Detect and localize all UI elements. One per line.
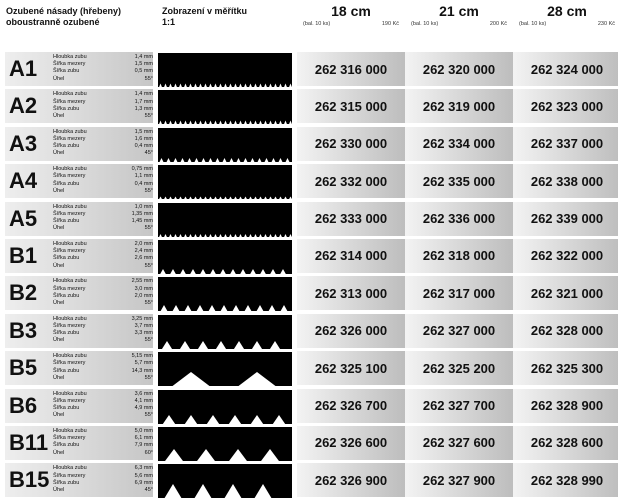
spec-label: Šířka zubu [53, 255, 80, 262]
product-number-21cm: 262 327 900 [405, 463, 513, 497]
spec-value: 0,5 mm [134, 68, 153, 75]
spec-value: 1,4 mm [134, 54, 153, 60]
product-number-21cm: 262 327 000 [405, 314, 513, 348]
table-row [0, 351, 618, 388]
spec-label: Šířka mezery [53, 248, 86, 255]
product-number-28cm: 262 339 000 [513, 202, 618, 236]
spec-label: Šířka mezery [53, 360, 86, 367]
product-number-18cm: 262 333 000 [297, 202, 405, 236]
product-number-21cm: 262 320 000 [405, 52, 513, 86]
table-row [0, 127, 618, 164]
spec-label: Šířka mezery [53, 210, 86, 217]
comb-code: A1 [9, 56, 38, 81]
comb-code: B1 [9, 242, 38, 268]
spec-label: Šířka mezery [53, 397, 86, 404]
spec-label: Úhel [53, 374, 65, 381]
spec-tooth-angle [53, 113, 153, 120]
spec-label: Hloubka zubu [53, 465, 87, 472]
spec-value: 55° [144, 337, 153, 344]
comb-blade-illustration [158, 128, 292, 162]
spec-tooth-width [53, 106, 153, 113]
comb-spec-box [5, 463, 153, 497]
spec-tooth-depth [53, 204, 153, 211]
spec-value: 3,6 mm [134, 390, 153, 397]
spec-label: Hloubka zubu [53, 91, 87, 98]
spec-tooth-width [53, 368, 153, 375]
spec-tooth-angle [53, 450, 153, 457]
spec-label: Hloubka zubu [53, 54, 87, 60]
spec-tooth-width [53, 405, 153, 412]
comb-spec-box [5, 314, 153, 348]
table-row [0, 202, 618, 239]
spec-gap-width [53, 173, 153, 180]
product-number-28cm: 262 321 000 [513, 276, 618, 310]
product-number-21cm: 262 325 200 [405, 351, 513, 385]
scale-caption: Zobrazení v měřítku 1:1 [162, 6, 248, 27]
spec-tooth-width [53, 181, 153, 188]
spec-label: Hloubka zubu [53, 203, 87, 210]
comb-specs [53, 54, 153, 83]
spec-value: 2,6 mm [134, 255, 153, 262]
comb-blade-illustration [158, 390, 292, 424]
comb-blade-illustration [158, 352, 292, 386]
product-number-28cm: 262 322 000 [513, 239, 618, 273]
spec-value: 0,4 mm [134, 143, 153, 150]
comb-specs [53, 465, 153, 494]
spec-label: Šířka zubu [53, 68, 80, 75]
spec-value: 6,3 mm [134, 465, 153, 472]
spec-label: Hloubka zubu [53, 427, 87, 434]
spec-tooth-angle [53, 375, 153, 382]
spec-label: Šířka zubu [53, 105, 80, 112]
spec-label: Úhel [53, 337, 65, 344]
comb-specs [53, 391, 153, 420]
comb-code: A2 [9, 93, 38, 119]
product-number-21cm: 262 336 000 [405, 202, 513, 236]
comb-spec-box [5, 52, 153, 86]
spec-value: 0,75 mm [131, 166, 153, 173]
spec-label: Úhel [53, 412, 65, 419]
spec-tooth-depth [53, 91, 153, 98]
product-number-28cm: 262 328 600 [513, 426, 618, 460]
spec-label: Hloubka zubu [53, 353, 87, 360]
table-row [0, 52, 618, 89]
comb-spec-box [5, 239, 153, 273]
comb-blade-illustration [158, 427, 292, 461]
spec-value: 55° [144, 113, 153, 119]
spec-value: 5,15 mm [131, 353, 153, 360]
spec-value: 3,0 mm [134, 285, 153, 292]
spec-label: Úhel [53, 75, 65, 82]
product-number-21cm: 262 335 000 [405, 164, 513, 198]
table-row [0, 389, 618, 426]
spec-value: 1,1 mm [134, 173, 153, 180]
spec-label: Šířka mezery [53, 435, 86, 442]
spec-tooth-depth [53, 391, 153, 398]
spec-value: 55° [144, 225, 153, 232]
product-number-18cm: 262 326 900 [297, 463, 405, 497]
spec-tooth-width [53, 218, 153, 225]
comb-specs [53, 204, 153, 233]
product-number-21cm: 262 318 000 [405, 239, 513, 273]
spec-value: 2,0 mm [134, 240, 153, 247]
product-number-18cm: 262 314 000 [297, 239, 405, 273]
section-title: Ozubené násady (hřebeny) oboustranně ozubené [6, 6, 122, 27]
spec-tooth-width [53, 255, 153, 262]
size-header-21: 21 cm (bal. 10 ks) 200 Kč [411, 3, 507, 27]
product-number-18cm: 262 326 000 [297, 314, 405, 348]
spec-label: Úhel [53, 299, 65, 306]
table-row [0, 426, 618, 463]
spec-label: Hloubka zubu [53, 166, 87, 173]
comb-specs [53, 353, 153, 382]
spec-value: 5,6 mm [134, 472, 153, 479]
spec-tooth-depth [53, 316, 153, 323]
spec-value: 2,4 mm [134, 248, 153, 255]
spec-value: 1,0 mm [134, 203, 153, 210]
spec-value: 1,35 mm [131, 210, 153, 217]
product-table [0, 52, 618, 501]
product-number-21cm: 262 327 700 [405, 389, 513, 423]
comb-specs [53, 278, 153, 307]
spec-label: Úhel [53, 225, 65, 232]
spec-tooth-width [53, 143, 153, 150]
spec-gap-width [53, 99, 153, 106]
spec-label: Úhel [53, 150, 65, 157]
spec-label: Hloubka zubu [53, 390, 87, 397]
spec-tooth-angle [53, 150, 153, 157]
spec-gap-width [53, 211, 153, 218]
spec-tooth-angle [53, 263, 153, 270]
spec-label: Hloubka zubu [53, 278, 87, 285]
comb-blade-illustration [158, 315, 292, 349]
product-number-28cm: 262 338 000 [513, 164, 618, 198]
spec-value: 1,5 mm [134, 128, 153, 135]
comb-spec-box [5, 89, 153, 123]
comb-specs [53, 129, 153, 158]
spec-value: 3,25 mm [131, 315, 153, 322]
table-row [0, 164, 618, 201]
comb-code: A3 [9, 130, 38, 156]
spec-tooth-angle [53, 188, 153, 195]
spec-value: 1,3 mm [134, 105, 153, 112]
table-row [0, 463, 618, 500]
table-row [0, 89, 618, 126]
product-number-18cm: 262 315 000 [297, 89, 405, 123]
spec-value: 2,55 mm [131, 278, 153, 285]
comb-blade-illustration [158, 277, 292, 311]
product-number-21cm: 262 319 000 [405, 89, 513, 123]
comb-blade-illustration [158, 165, 292, 199]
comb-code: B6 [9, 392, 38, 418]
comb-spec-box [5, 351, 153, 385]
product-number-18cm: 262 325 100 [297, 351, 405, 385]
comb-spec-box [5, 389, 153, 423]
spec-label: Šířka mezery [53, 285, 86, 292]
spec-gap-width [53, 286, 153, 293]
spec-label: Úhel [53, 486, 65, 493]
product-number-28cm: 262 324 000 [513, 52, 618, 86]
product-number-21cm: 262 327 600 [405, 426, 513, 460]
comb-blade-illustration [158, 240, 292, 274]
spec-value: 3,7 mm [134, 322, 153, 329]
spec-tooth-depth [53, 278, 153, 285]
spec-value: 6,1 mm [134, 435, 153, 442]
spec-tooth-width [53, 68, 153, 75]
product-number-28cm: 262 323 000 [513, 89, 618, 123]
spec-value: 1,4 mm [134, 91, 153, 98]
spec-value: 1,45 mm [131, 217, 153, 224]
product-number-18cm: 262 330 000 [297, 127, 405, 161]
product-number-18cm: 262 313 000 [297, 276, 405, 310]
spec-label: Šířka zubu [53, 367, 80, 374]
spec-value: 45° [144, 150, 153, 157]
spec-value: 5,7 mm [134, 360, 153, 367]
spec-label: Šířka zubu [53, 217, 80, 224]
spec-label: Úhel [53, 262, 65, 269]
comb-spec-box [5, 164, 153, 198]
comb-code: B2 [9, 280, 38, 306]
spec-value: 0,4 mm [134, 180, 153, 187]
spec-value: 55° [144, 374, 153, 381]
spec-value: 55° [144, 412, 153, 419]
product-number-28cm: 262 328 900 [513, 389, 618, 423]
spec-tooth-angle [53, 487, 153, 494]
product-number-18cm: 262 326 600 [297, 426, 405, 460]
comb-blade-illustration [158, 203, 292, 237]
spec-gap-width [53, 398, 153, 405]
comb-blade-illustration [158, 53, 292, 87]
comb-specs [53, 428, 153, 457]
spec-tooth-angle [53, 300, 153, 307]
spec-label: Úhel [53, 113, 65, 119]
spec-value: 55° [144, 75, 153, 82]
spec-value: 4,1 mm [134, 397, 153, 404]
spec-value: 1,6 mm [134, 135, 153, 142]
spec-label: Šířka zubu [53, 143, 80, 150]
spec-label: Hloubka zubu [53, 240, 87, 247]
comb-code: A4 [9, 168, 38, 194]
product-number-28cm: 262 325 300 [513, 351, 618, 385]
spec-gap-width [53, 360, 153, 367]
spec-label: Šířka mezery [53, 322, 86, 329]
spec-tooth-angle [53, 337, 153, 344]
spec-value: 6,9 mm [134, 479, 153, 486]
spec-value: 55° [144, 299, 153, 306]
spec-value: 60° [144, 449, 153, 456]
comb-specs [53, 91, 153, 120]
table-row [0, 239, 618, 276]
spec-tooth-angle [53, 412, 153, 419]
product-number-21cm: 262 317 000 [405, 276, 513, 310]
comb-code: B3 [9, 317, 38, 343]
spec-tooth-width [53, 330, 153, 337]
comb-specs [53, 316, 153, 345]
spec-gap-width [53, 473, 153, 480]
spec-label: Šířka zubu [53, 479, 80, 486]
comb-spec-box [5, 202, 153, 236]
spec-value: 7,9 mm [134, 442, 153, 449]
product-number-28cm: 262 337 000 [513, 127, 618, 161]
product-number-18cm: 262 316 000 [297, 52, 405, 86]
comb-specs [53, 166, 153, 195]
product-number-21cm: 262 334 000 [405, 127, 513, 161]
spec-label: Šířka zubu [53, 292, 80, 299]
spec-label: Šířka zubu [53, 330, 80, 337]
spec-tooth-angle [53, 225, 153, 232]
comb-blade-illustration [158, 90, 292, 124]
spec-value: 55° [144, 262, 153, 269]
spec-tooth-width [53, 480, 153, 487]
spec-label: Šířka mezery [53, 472, 86, 479]
spec-label: Šířka mezery [53, 98, 86, 105]
spec-tooth-depth [53, 129, 153, 136]
size-header-18: 18 cm (bal. 10 ks) 190 Kč [303, 3, 399, 27]
spec-value: 3,3 mm [134, 330, 153, 337]
comb-blade-illustration [158, 464, 292, 498]
spec-value: 5,0 mm [134, 427, 153, 434]
spec-label: Šířka zubu [53, 404, 80, 411]
comb-spec-box [5, 276, 153, 310]
spec-value: 55° [144, 187, 153, 194]
spec-label: Šířka mezery [53, 173, 86, 180]
spec-value: 2,0 mm [134, 292, 153, 299]
spec-tooth-depth [53, 465, 153, 472]
spec-label: Hloubka zubu [53, 128, 87, 135]
spec-label: Hloubka zubu [53, 315, 87, 322]
spec-value: 45° [144, 486, 153, 493]
spec-label: Úhel [53, 449, 65, 456]
spec-value: 4,9 mm [134, 404, 153, 411]
spec-label: Šířka mezery [53, 61, 86, 68]
product-number-28cm: 262 328 000 [513, 314, 618, 348]
spec-label: Šířka zubu [53, 180, 80, 187]
comb-spec-box [5, 426, 153, 460]
comb-code: B11 [9, 429, 49, 455]
comb-specs [53, 241, 153, 270]
product-number-18cm: 262 332 000 [297, 164, 405, 198]
table-row [0, 314, 618, 351]
spec-value: 1,7 mm [134, 98, 153, 105]
size-header-28: 28 cm (bal. 10 ks) 230 Kč [519, 3, 615, 27]
spec-label: Úhel [53, 187, 65, 194]
spec-value: 14,3 mm [131, 367, 153, 374]
product-number-28cm: 262 328 990 [513, 463, 618, 497]
spec-tooth-angle [53, 76, 153, 83]
comb-code: B5 [9, 355, 38, 381]
spec-tooth-width [53, 442, 153, 449]
comb-code: B15 [9, 467, 50, 493]
table-row [0, 276, 618, 313]
product-number-18cm: 262 326 700 [297, 389, 405, 423]
spec-label: Šířka mezery [53, 135, 86, 142]
spec-label: Šířka zubu [53, 442, 80, 449]
comb-spec-box [5, 127, 153, 161]
spec-value: 1,5 mm [134, 61, 153, 68]
comb-code: A5 [9, 205, 38, 231]
spec-tooth-width [53, 293, 153, 300]
